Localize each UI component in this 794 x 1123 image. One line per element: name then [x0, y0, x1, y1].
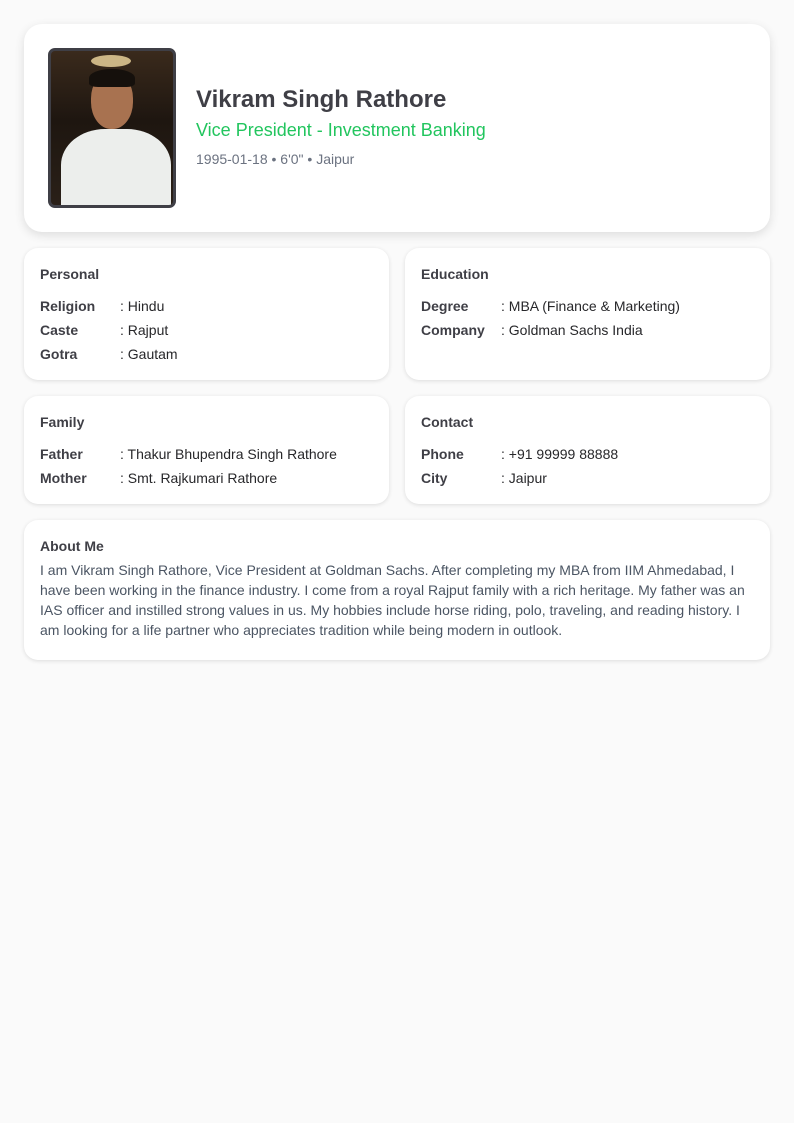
- education-card: [405, 248, 770, 380]
- detail-label: City: [421, 470, 448, 486]
- detail-row: [421, 318, 754, 342]
- detail-row: [40, 318, 373, 342]
- section-heading: About Me: [40, 538, 104, 554]
- about-text: I am Vikram Singh Rathore, Vice President at Goldman Sachs. After completing my MBA from IIM Ahmedabad, I have been working in the finance industry. I come from a royal Rajput family with a rich heritage. My father was an IAS officer and instilled strong values in us. My hobbies include horse riding, polo, traveling, and reading history. I am looking for a life partner who appreciates tradition while being modern in outlook.: [40, 562, 745, 638]
- detail-value: : Hindu: [120, 298, 165, 314]
- detail-value: : Gautam: [120, 346, 178, 362]
- section-heading: Family: [40, 414, 85, 430]
- detail-label: Religion: [40, 298, 96, 314]
- detail-label: Phone: [421, 446, 464, 462]
- detail-value: : +91 99999 88888: [501, 446, 619, 462]
- profile-meta: 1995-01-18 • 6'0" • Jaipur: [196, 151, 355, 167]
- detail-value: : MBA (Finance & Marketing): [501, 298, 680, 314]
- detail-value: : Rajput: [120, 322, 169, 338]
- detail-label: Mother: [40, 470, 87, 486]
- detail-label: Degree: [421, 298, 469, 314]
- section-heading: Education: [421, 266, 489, 282]
- detail-row: [421, 466, 754, 490]
- detail-row: [421, 442, 754, 466]
- profile-photo: [48, 48, 176, 208]
- detail-label: Father: [40, 446, 83, 462]
- profile-name: Vikram Singh Rathore: [196, 86, 447, 113]
- family-card: [24, 396, 389, 504]
- personal-card: [24, 248, 389, 380]
- detail-label: Company: [421, 322, 485, 338]
- profile-header-card: [24, 24, 770, 232]
- detail-row: [40, 342, 373, 366]
- section-heading: Contact: [421, 414, 474, 430]
- detail-value: : Smt. Rajkumari Rathore: [120, 470, 278, 486]
- about-card: [24, 520, 770, 660]
- section-heading: Personal: [40, 266, 100, 282]
- detail-value: : Goldman Sachs India: [501, 322, 643, 338]
- detail-row: [40, 466, 373, 490]
- detail-value: : Thakur Bhupendra Singh Rathore: [120, 446, 337, 462]
- detail-row: [421, 294, 754, 318]
- detail-row: [40, 442, 373, 466]
- detail-value: : Jaipur: [501, 470, 547, 486]
- detail-row: [40, 294, 373, 318]
- detail-label: Caste: [40, 322, 79, 338]
- detail-label: Gotra: [40, 346, 78, 362]
- contact-card: [405, 396, 770, 504]
- profile-title: Vice President - Investment Banking: [196, 120, 486, 140]
